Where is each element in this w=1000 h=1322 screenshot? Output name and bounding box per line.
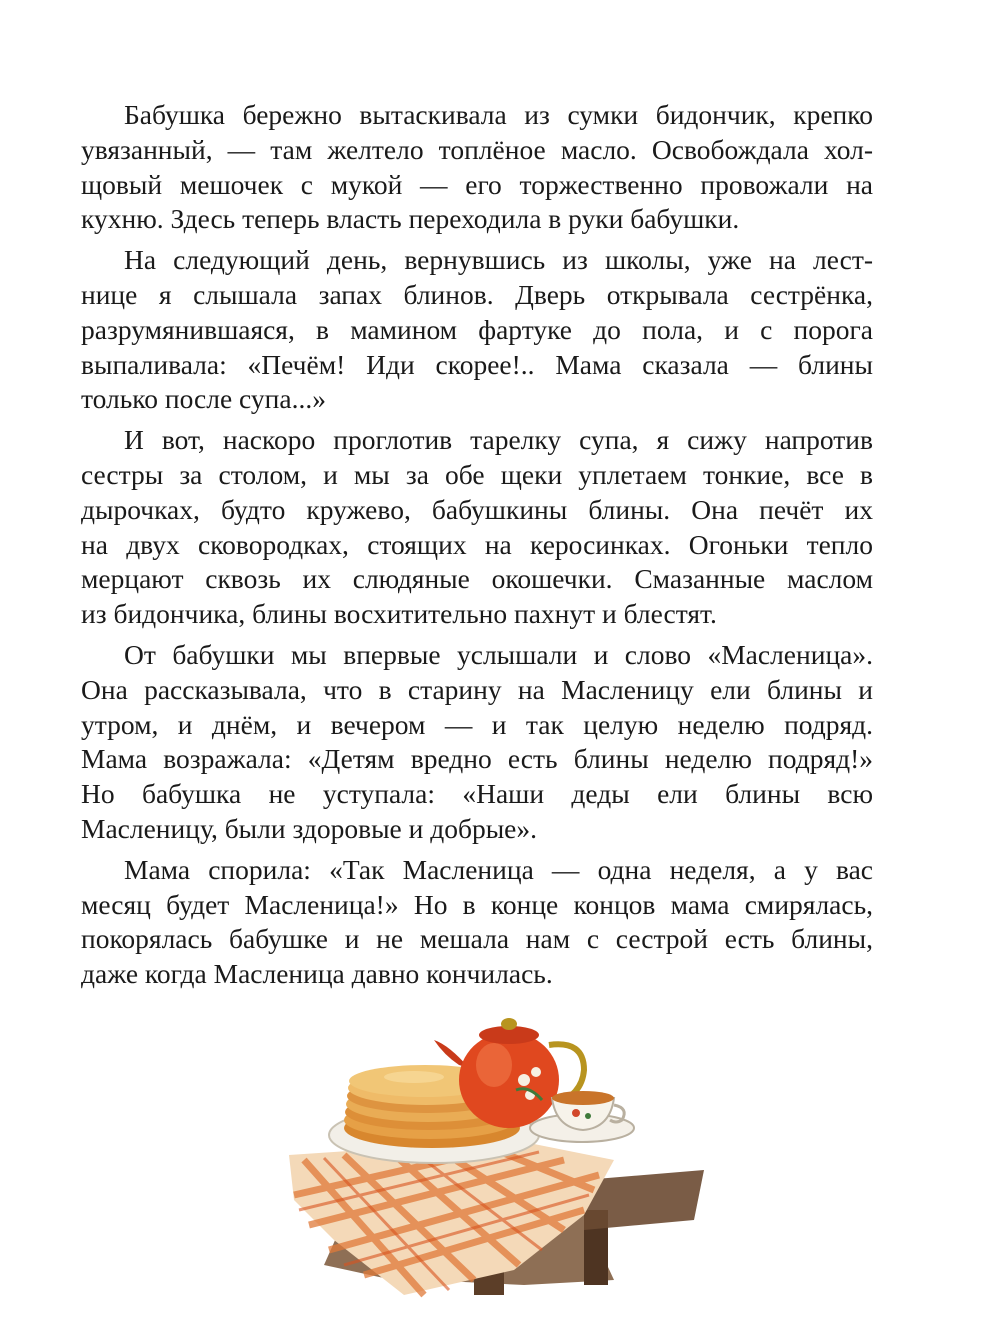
line: увязанный, — там желтело топлёное масло. Освобождала хол- — [81, 133, 873, 165]
illustration-svg — [284, 1010, 714, 1300]
line: даже когда Масленица давно кончилась. — [81, 958, 553, 990]
line: на двух сковородках, стоящих на керосинках. Огоньки тепло — [81, 528, 873, 560]
line: На следующий день, вернувшись из школы, уже на лест- — [124, 244, 873, 276]
line: выпаливала: «Печём! Иди скорее!.. Мама сказала — блины — [81, 348, 873, 380]
line: мерцают сквозь их слюдяные окошечки. Смазанные маслом — [81, 563, 873, 595]
line: кухню. Здесь теперь власть переходила в руки бабушки. — [81, 203, 740, 235]
paragraph-5 — [81, 853, 873, 992]
paragraph-4 — [81, 638, 873, 847]
line: сестры за столом, и мы за обе щеки уплетаем тонкие, все в — [81, 458, 873, 490]
line: И вот, наскоро проглотив тарелку супа, я сижу напротив — [124, 424, 873, 456]
line: От бабушки мы впервые услышали и слово «Масленица». — [124, 638, 873, 670]
line: Бабушка бережно вытаскивала из сумки бидончик, крепко — [124, 99, 873, 130]
line: утром, и днём, и вечером — и так целую неделю подряд. — [81, 708, 873, 740]
line: из бидончика, блины восхитительно пахнут и блестят. — [81, 598, 717, 630]
paragraph-1 — [81, 98, 873, 237]
paragraph-2 — [81, 243, 873, 417]
pancakes-teapot-illustration — [284, 1010, 714, 1300]
line: дырочках, будто кружево, бабушкины блины. Она печёт их — [81, 493, 873, 525]
story-text — [81, 98, 873, 998]
line: щовый мешочек с мукой — его торжественно провожали на — [81, 168, 873, 200]
line: месяц будет Масленица!» Но в конце концов мама смирялась, — [81, 888, 873, 920]
line: Но бабушка не уступала: «Наши деды ели блины всю — [81, 778, 873, 810]
line: нице я слышала запах блинов. Дверь открывала сестрёнка, — [81, 278, 873, 310]
line: разрумянившаяся, в мамином фартуке до пола, и с порога — [81, 313, 873, 345]
line: только после супа...» — [81, 383, 326, 415]
paragraph-3 — [81, 423, 873, 632]
line: Мама спорила: «Так Масленица — одна неделя, а у вас — [124, 853, 873, 885]
line: Мама возражала: «Детям вредно есть блины неделю подряд!» — [81, 743, 873, 775]
line: Масленицу, были здоровые и добрые». — [81, 812, 538, 844]
line: Она рассказывала, что в старину на Масленицу ели блины и — [81, 673, 873, 705]
line: покорялась бабушке и не мешала нам с сестрой есть блины, — [81, 923, 873, 955]
